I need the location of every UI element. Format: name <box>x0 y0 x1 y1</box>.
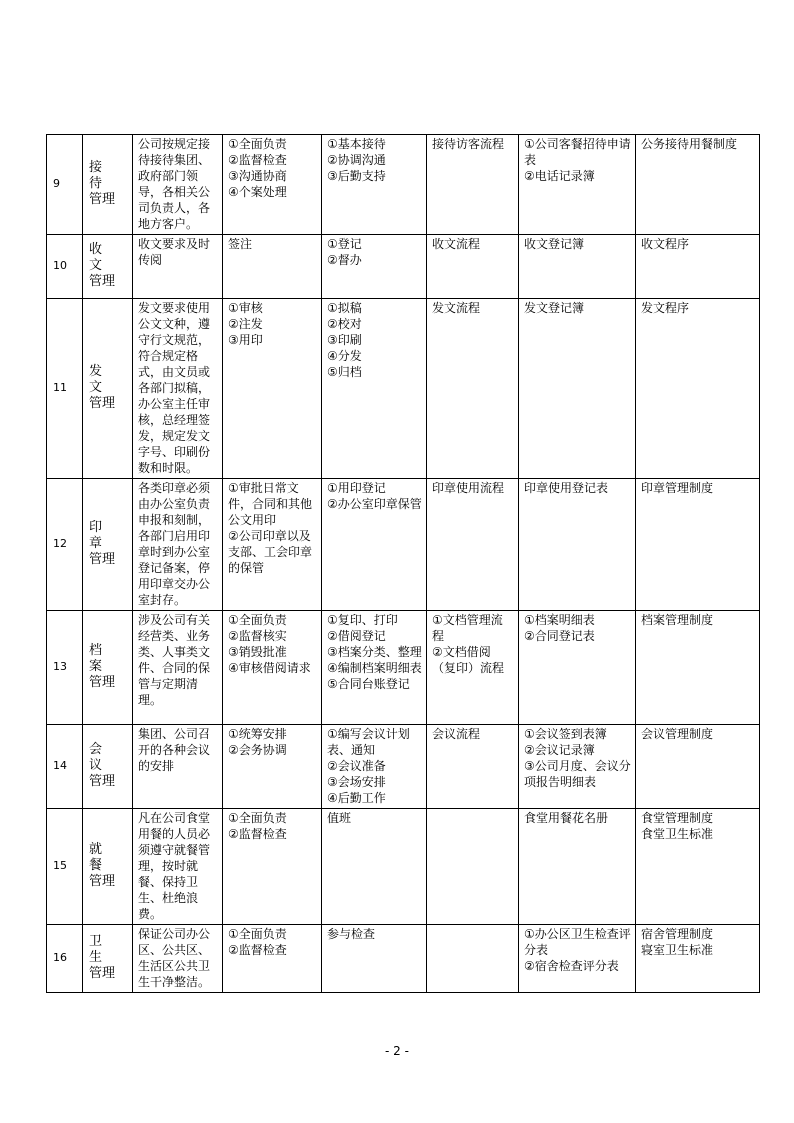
item-name-line1: 卫生 <box>89 934 113 965</box>
process-flow <box>427 299 519 479</box>
table-row <box>47 235 760 299</box>
exec-duties-line: ②督办 <box>327 253 362 267</box>
exec-duties <box>322 809 427 925</box>
row-number: 15 <box>47 809 83 925</box>
item-description: 收文要求及时传阅 <box>133 235 223 299</box>
record-forms-line: ①办公区卫生检查评分表 <box>524 927 631 957</box>
item-name <box>83 479 133 611</box>
lead-duties-line: 签注 <box>228 237 253 251</box>
rules-system-line: 发文程序 <box>641 301 690 315</box>
lead-duties-line: ③销毁批准 <box>228 645 287 659</box>
lead-duties <box>223 925 322 993</box>
record-forms <box>519 479 636 611</box>
item-name-line2: 管理 <box>89 874 116 889</box>
rules-system <box>636 809 760 925</box>
exec-duties-line: 值班 <box>327 811 352 825</box>
process-flow <box>427 135 519 235</box>
exec-duties-line: ①拟稿 <box>327 301 362 315</box>
item-name-line2: 管理 <box>89 774 116 789</box>
lead-duties-line: ②注发 <box>228 317 263 331</box>
lead-duties-line: ①全面负责 <box>228 811 287 825</box>
record-forms-line: ②合同登记表 <box>524 629 595 643</box>
process-flow-line: 收文流程 <box>432 237 481 251</box>
lead-duties <box>223 479 322 611</box>
table-row <box>47 611 760 725</box>
exec-duties <box>322 725 427 809</box>
row-number: 16 <box>47 925 83 993</box>
exec-duties-line: ③后勤支持 <box>327 169 386 183</box>
lead-duties-line: ①全面负责 <box>228 137 287 151</box>
record-forms <box>519 809 636 925</box>
table-row <box>47 725 760 809</box>
row-number: 14 <box>47 725 83 809</box>
lead-duties-line: ③沟通协商 <box>228 169 287 183</box>
process-flow <box>427 479 519 611</box>
table-row <box>47 925 760 993</box>
record-forms-line: 食堂用餐花名册 <box>524 811 609 825</box>
table-body <box>47 135 760 993</box>
rules-system <box>636 479 760 611</box>
process-flow-line: 印章使用流程 <box>432 481 505 495</box>
exec-duties-line: ②会议准备 <box>327 759 386 773</box>
exec-duties-line: 参与检查 <box>327 927 376 941</box>
rules-system <box>636 611 760 725</box>
item-name <box>83 235 133 299</box>
item-name-line1: 档案 <box>89 643 113 674</box>
row-number: 9 <box>47 135 83 235</box>
lead-duties <box>223 611 322 725</box>
row-number: 10 <box>47 235 83 299</box>
record-forms-line: ③公司月度、会议分项报告明细表 <box>524 759 631 789</box>
exec-duties <box>322 925 427 993</box>
item-description: 各类印章必须由办公室负责申报和刻制，各部门启用印章时到办公室登记备案，停用印章交办公室封存。 <box>133 479 223 611</box>
lead-duties-line: ②监督检查 <box>228 943 287 957</box>
lead-duties-line: ①审核 <box>228 301 263 315</box>
record-forms-line: ①档案明细表 <box>524 613 595 627</box>
lead-duties-line: ②监督检查 <box>228 827 287 841</box>
exec-duties-line: ③档案分类、整理 <box>327 645 422 659</box>
item-name <box>83 725 133 809</box>
item-name <box>83 809 133 925</box>
page-number: - 2 - <box>385 1044 409 1058</box>
lead-duties-line: ①全面负责 <box>228 613 287 627</box>
exec-duties-line: ②办公室印章保管 <box>327 497 422 511</box>
record-forms-line: ①会议签到表簿 <box>524 727 607 741</box>
row-number: 11 <box>47 299 83 479</box>
lead-duties-line: ③用印 <box>228 333 263 347</box>
lead-duties-line: ②监督核实 <box>228 629 287 643</box>
lead-duties-line: ①审批日常文件，合同和其他公文用印 <box>228 481 313 527</box>
exec-duties-line: ①编写会议计划表、通知 <box>327 727 410 757</box>
record-forms <box>519 725 636 809</box>
lead-duties-line: ②会务协调 <box>228 743 287 757</box>
table-row <box>47 479 760 611</box>
lead-duties-line: ①全面负责 <box>228 927 287 941</box>
process-flow <box>427 611 519 725</box>
record-forms-line: ②宿舍检查评分表 <box>524 959 619 973</box>
item-name-line2: 管理 <box>89 552 116 567</box>
exec-duties-line: ①用印登记 <box>327 481 386 495</box>
lead-duties-line: ②监督检查 <box>228 153 287 167</box>
exec-duties-line: ④编制档案明细表 <box>327 661 422 675</box>
exec-duties-line: ③印刷 <box>327 333 362 347</box>
exec-duties <box>322 235 427 299</box>
exec-duties <box>322 299 427 479</box>
process-flow-line: 会议流程 <box>432 727 481 741</box>
record-forms <box>519 299 636 479</box>
rules-system <box>636 235 760 299</box>
item-name <box>83 135 133 235</box>
record-forms-line: ②电话记录簿 <box>524 169 595 183</box>
lead-duties <box>223 135 322 235</box>
item-name-line2: 管理 <box>89 675 116 690</box>
row-number: 13 <box>47 611 83 725</box>
process-flow-line: 接待访客流程 <box>432 137 505 151</box>
exec-duties-line: ④分发 <box>327 349 362 363</box>
rules-system-line: 宿舍管理制度 <box>641 927 714 941</box>
exec-duties <box>322 479 427 611</box>
row-number: 12 <box>47 479 83 611</box>
item-name-line1: 就餐 <box>89 842 113 873</box>
item-name-line1: 接待 <box>89 160 113 191</box>
record-forms <box>519 235 636 299</box>
exec-duties-line: ①复印、打印 <box>327 613 398 627</box>
exec-duties-line: ②借阅登记 <box>327 629 386 643</box>
lead-duties-line: ④个案处理 <box>228 185 287 199</box>
table-row <box>47 299 760 479</box>
exec-duties-line: ⑤合同台账登记 <box>327 677 410 691</box>
item-name-line1: 发文 <box>89 364 113 395</box>
record-forms-line: ②会议记录簿 <box>524 743 595 757</box>
process-flow <box>427 235 519 299</box>
lead-duties-line: ②公司印章以及支部、工会印章的保管 <box>228 529 313 575</box>
lead-duties-line: ①统筹安排 <box>228 727 287 741</box>
item-name-line1: 收文 <box>89 242 113 273</box>
rules-system <box>636 925 760 993</box>
item-description: 公司按规定接待接待集团、政府部门领导，各相关公司负责人，各地方客户。 <box>133 135 223 235</box>
rules-system-line: 公务接待用餐制度 <box>641 137 738 151</box>
item-name-line2: 管理 <box>89 966 116 981</box>
rules-system-line: 食堂管理制度 <box>641 811 714 825</box>
rules-system-line: 会议管理制度 <box>641 727 714 741</box>
rules-system-line: 寝室卫生标准 <box>641 943 714 957</box>
record-forms-line: 印章使用登记表 <box>524 481 609 495</box>
process-flow-line: ①文档管理流程 <box>432 613 503 643</box>
lead-duties <box>223 809 322 925</box>
lead-duties-line: ④审核借阅请求 <box>228 661 311 675</box>
rules-system-line: 食堂卫生标准 <box>641 827 714 841</box>
item-description: 涉及公司有关经营类、业务类、人事类文件、合同的保管与定期清理。 <box>133 611 223 725</box>
record-forms-line: 发文登记簿 <box>524 301 585 315</box>
exec-duties <box>322 611 427 725</box>
exec-duties-line: ③会场安排 <box>327 775 386 789</box>
exec-duties-line: ⑤归档 <box>327 365 362 379</box>
record-forms-line: ①公司客餐招待申请表 <box>524 137 631 167</box>
process-flow <box>427 925 519 993</box>
process-flow <box>427 725 519 809</box>
table-row <box>47 135 760 235</box>
table-row <box>47 809 760 925</box>
item-description: 发文要求使用公文文种，遵守行文规范，符合规定格式，由文员或各部门拟稿，办公室主任审核，总经理签发，规定发文字号、印刷份数和时限。 <box>133 299 223 479</box>
rules-system <box>636 135 760 235</box>
item-name-line1: 会议 <box>89 742 113 773</box>
rules-system <box>636 725 760 809</box>
record-forms-line: 收文登记簿 <box>524 237 585 251</box>
process-flow <box>427 809 519 925</box>
item-name <box>83 299 133 479</box>
exec-duties-line: ①登记 <box>327 237 362 251</box>
record-forms <box>519 611 636 725</box>
exec-duties-line: ④后勤工作 <box>327 791 386 805</box>
item-name-line2: 管理 <box>89 396 116 411</box>
item-description: 保证公司办公区、公共区、生活区公共卫生干净整洁。 <box>133 925 223 993</box>
item-name <box>83 925 133 993</box>
record-forms <box>519 925 636 993</box>
rules-system-line: 档案管理制度 <box>641 613 714 627</box>
lead-duties <box>223 725 322 809</box>
item-name-line2: 管理 <box>89 192 116 207</box>
exec-duties-line: ②校对 <box>327 317 362 331</box>
exec-duties-line: ②协调沟通 <box>327 153 386 167</box>
rules-system-line: 印章管理制度 <box>641 481 714 495</box>
rules-system <box>636 299 760 479</box>
management-table <box>46 134 760 993</box>
process-flow-line: ②文档借阅（复印）流程 <box>432 645 505 675</box>
exec-duties-line: ①基本接待 <box>327 137 386 151</box>
process-flow-line: 发文流程 <box>432 301 481 315</box>
item-name <box>83 611 133 725</box>
rules-system-line: 收文程序 <box>641 237 690 251</box>
lead-duties <box>223 299 322 479</box>
item-description: 凡在公司食堂用餐的人员必须遵守就餐管理，按时就餐、保持卫生、杜绝浪费。 <box>133 809 223 925</box>
item-name-line2: 管理 <box>89 274 116 289</box>
record-forms <box>519 135 636 235</box>
item-name-line1: 印章 <box>89 520 113 551</box>
exec-duties <box>322 135 427 235</box>
lead-duties <box>223 235 322 299</box>
item-description: 集团、公司召开的各种会议的安排 <box>133 725 223 809</box>
